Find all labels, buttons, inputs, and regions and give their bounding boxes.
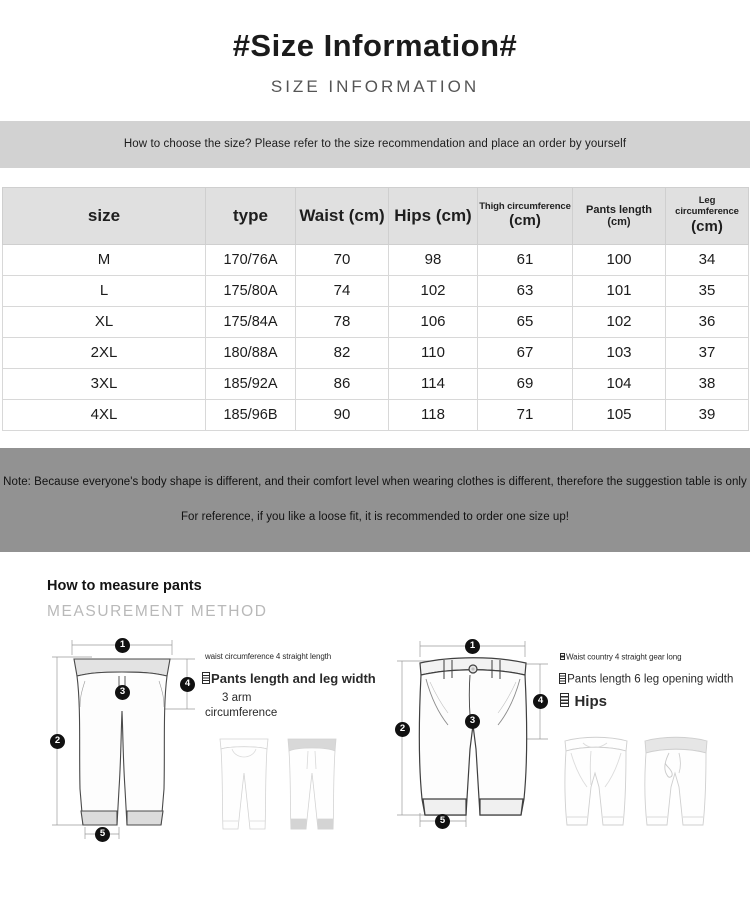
pants-label-line-3: 3 arm [222, 691, 252, 704]
table-row [3, 244, 749, 275]
note-line-2: For reference, if you like a loose fit, it is recommended to order one size up! [180, 511, 570, 524]
col-header-pants-length: Pants length (cm) [573, 187, 666, 244]
pants-label-line-2: Pants length and leg width [202, 671, 376, 686]
note-band [0, 448, 750, 552]
cell-thigh: 61 [478, 244, 573, 275]
intro-text: How to choose the size? Please refer to the size recommendation and place an order by yourself [123, 138, 627, 151]
col-header-waist: Waist (cm) [296, 187, 389, 244]
size-table-wrapper [0, 187, 750, 431]
marker-4-badge: 4 [180, 677, 195, 692]
cell-size: 2XL [3, 337, 206, 368]
shorts-label-line-3: Hips [560, 692, 607, 710]
cell-thigh: 65 [478, 306, 573, 337]
cell-size: M [3, 244, 206, 275]
cell-hips: 102 [389, 275, 478, 306]
cell-hips: 114 [389, 368, 478, 399]
cell-type: 175/84A [206, 306, 296, 337]
cell-thigh: 67 [478, 337, 573, 368]
missing-glyph-icon [560, 653, 565, 660]
cell-leg: 39 [666, 399, 749, 430]
shorts-diagram [392, 629, 567, 854]
cell-type: 175/80A [206, 275, 296, 306]
cell-leg: 37 [666, 337, 749, 368]
size-table [2, 187, 749, 431]
col-header-size: size [3, 187, 206, 244]
marker-4-badge: 4 [533, 694, 548, 709]
cell-leg: 36 [666, 306, 749, 337]
table-row [3, 337, 749, 368]
cell-type: 180/88A [206, 337, 296, 368]
cell-leg: 34 [666, 244, 749, 275]
cell-hips: 118 [389, 399, 478, 430]
cell-type: 185/92A [206, 368, 296, 399]
size-table-head [3, 187, 749, 244]
cell-pants-length: 100 [573, 244, 666, 275]
diagram-area [47, 629, 750, 889]
pants-reference-drawing [210, 729, 355, 849]
marker-2-badge: 2 [50, 734, 65, 749]
missing-glyph-icon [559, 673, 566, 684]
cell-leg: 35 [666, 275, 749, 306]
cell-thigh: 63 [478, 275, 573, 306]
marker-3-badge: 3 [115, 685, 130, 700]
cell-pants-length: 102 [573, 306, 666, 337]
table-row [3, 399, 749, 430]
shorts-label-line-1: Waist country 4 straight gear long [560, 652, 681, 661]
table-row [3, 368, 749, 399]
shorts-label-line-2: Pants length 6 leg opening width [559, 672, 733, 686]
cell-waist: 74 [296, 275, 389, 306]
col-header-type: type [206, 187, 296, 244]
size-table-body [3, 244, 749, 430]
cell-type: 170/76A [206, 244, 296, 275]
cell-size: 3XL [3, 368, 206, 399]
marker-5-badge: 5 [95, 827, 110, 842]
col-header-hips: Hips (cm) [389, 187, 478, 244]
cell-leg: 38 [666, 368, 749, 399]
cell-waist: 70 [296, 244, 389, 275]
cell-pants-length: 104 [573, 368, 666, 399]
table-header-row [3, 187, 749, 244]
missing-glyph-icon [560, 693, 569, 707]
cell-pants-length: 105 [573, 399, 666, 430]
pants-label-line-1: waist circumference 4 straight length [205, 651, 332, 661]
measurement-section [0, 552, 750, 889]
cell-type: 185/96B [206, 399, 296, 430]
note-line-1: Note: Because everyone's body shape is different, and their comfort level when wearing clothes is different, therefore the suggestion table is only [3, 476, 747, 489]
cell-hips: 98 [389, 244, 478, 275]
long-pants-drawing [47, 629, 237, 859]
cell-thigh: 69 [478, 368, 573, 399]
marker-1-badge: 1 [115, 638, 130, 653]
shorts-drawing [392, 629, 567, 854]
shorts-reference-drawing [557, 729, 712, 849]
cell-hips: 106 [389, 306, 478, 337]
cell-waist: 86 [296, 368, 389, 399]
cell-hips: 110 [389, 337, 478, 368]
cell-waist: 78 [296, 306, 389, 337]
pants-reference-pair [210, 729, 355, 849]
cell-thigh: 71 [478, 399, 573, 430]
cell-size: 4XL [3, 399, 206, 430]
page-title: #Size Information# [232, 28, 518, 63]
cell-size: L [3, 275, 206, 306]
table-row [3, 306, 749, 337]
long-pants-diagram [47, 629, 237, 859]
measurement-subtitle: MEASUREMENT METHOD [47, 602, 268, 620]
cell-waist: 82 [296, 337, 389, 368]
marker-1-badge: 1 [465, 639, 480, 654]
missing-glyph-icon [202, 672, 210, 684]
col-header-leg: Leg circumference (cm) [666, 187, 749, 244]
table-row [3, 275, 749, 306]
marker-3-badge: 3 [465, 714, 480, 729]
intro-band [0, 121, 750, 168]
shorts-reference-pair [557, 729, 712, 849]
cell-pants-length: 103 [573, 337, 666, 368]
cell-size: XL [3, 306, 206, 337]
pants-label-line-4: circumference [205, 706, 278, 719]
marker-5-badge: 5 [435, 814, 450, 829]
header [0, 0, 750, 97]
cell-waist: 90 [296, 399, 389, 430]
page-subtitle: SIZE INFORMATION [270, 76, 480, 96]
cell-pants-length: 101 [573, 275, 666, 306]
marker-2-badge: 2 [395, 722, 410, 737]
measurement-title: How to measure pants [47, 577, 202, 594]
col-header-thigh: Thigh circumference (cm) [478, 187, 573, 244]
